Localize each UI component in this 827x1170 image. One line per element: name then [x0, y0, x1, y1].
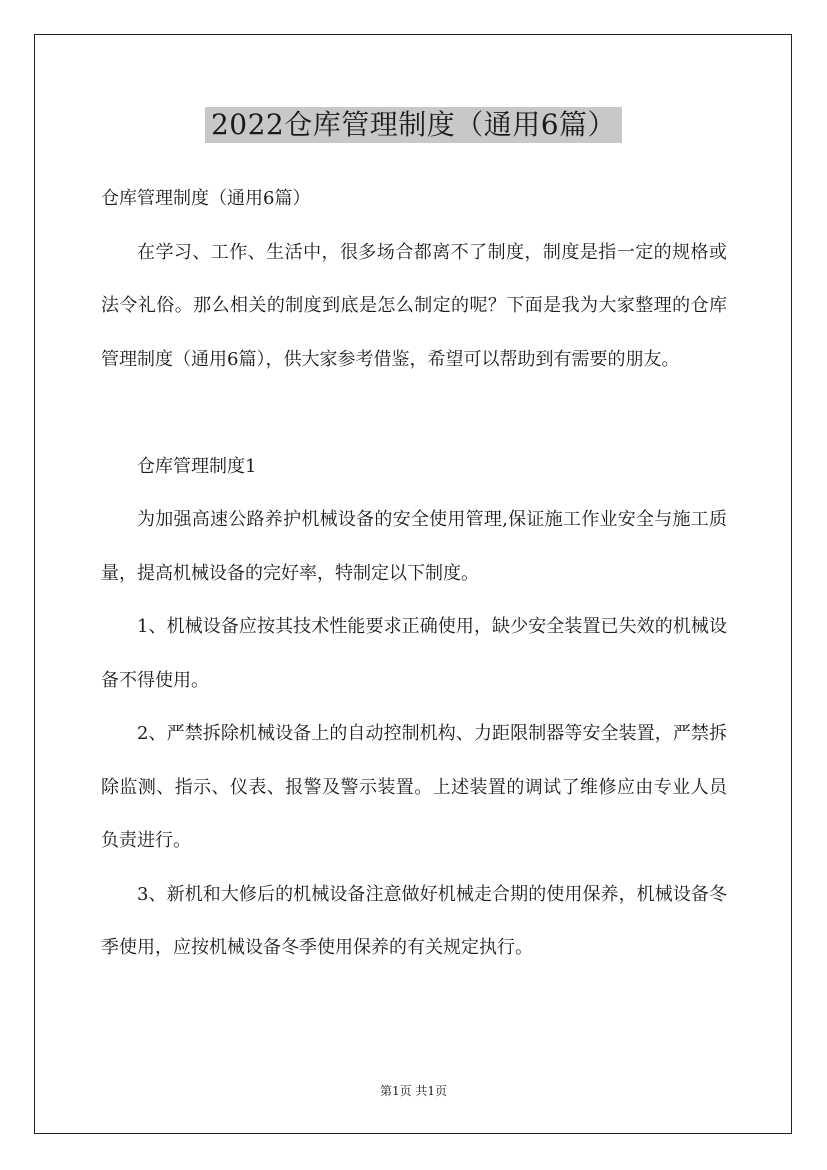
- body-paragraph: 2、严禁拆除机械设备上的自动控制机构、力距限制器等安全装置，严禁拆除监测、指示、仪表、报警及警示装置。上述装置的调试了维修应由专业人员负责进行。: [101, 723, 727, 851]
- document-title: [0, 104, 827, 143]
- page-number-footer: 第1页 共1页: [379, 1084, 448, 1098]
- blank-line: [101, 386, 727, 440]
- body-paragraph: 3、新机和大修后的机械设备注意做好机械走合期的使用保养，机械设备冬季使用，应按机械设备冬季使用保养的有关规定执行。: [101, 883, 727, 958]
- document-subtitle: 仓库管理制度（通用6篇）: [101, 188, 311, 209]
- document-body: [101, 172, 727, 975]
- section-heading: 仓库管理制度1: [137, 455, 257, 477]
- intro-paragraph: 在学习、工作、生活中，很多场合都离不了制度，制度是指一定的规格或法令礼俗。那么相关的制度到底是怎么制定的呢？下面是我为大家整理的仓库管理制度（通用6篇），供大家参考借鉴，希望可以帮助到有需要的朋友。: [101, 241, 727, 370]
- document-title-text: 2022仓库管理制度（通用6篇）: [205, 107, 622, 143]
- body-paragraph: 为加强高速公路养护机械设备的安全使用管理,保证施工作业安全与施工质量，提高机械设备的完好率，特制定以下制度。: [101, 509, 727, 584]
- body-paragraph: 1、机械设备应按其技术性能要求正确使用，缺少安全装置已失效的机械设备不得使用。: [101, 616, 727, 691]
